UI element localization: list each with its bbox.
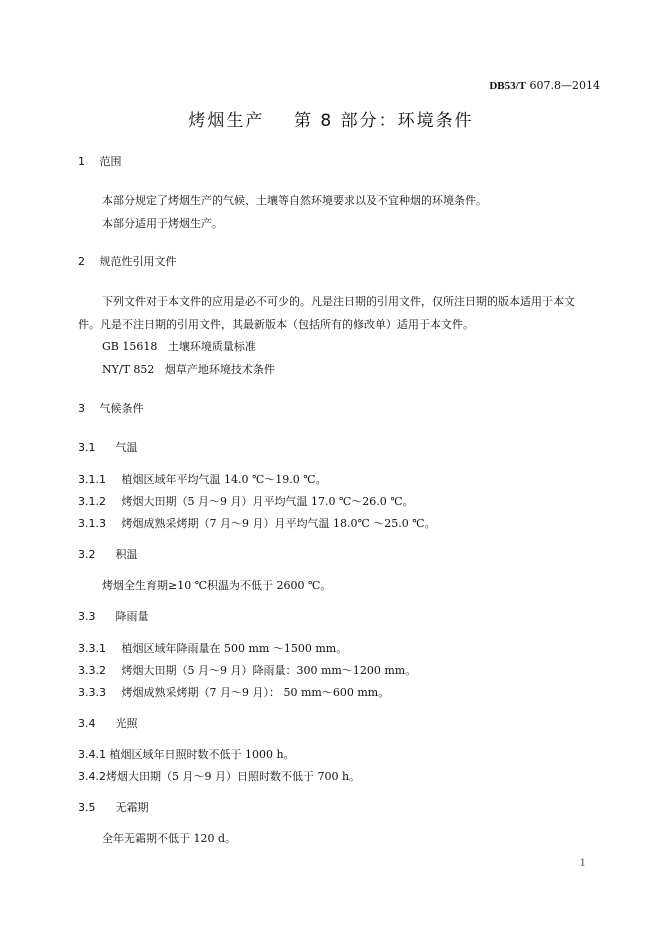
clause-text: 植烟区域年日照时数不低于 1000 h。	[109, 748, 295, 761]
section-1-heading	[78, 153, 122, 169]
clause-text: 植烟区域年平均气温 14.0 ℃～19.0 ℃。	[121, 473, 327, 486]
paragraph: 烤烟全生育期≥10 ℃积温为不低于 2600 ℃。	[102, 579, 332, 592]
clause-item	[78, 662, 416, 678]
section-number: 1	[78, 155, 85, 168]
paragraph: 全年无霜期不低于 120 d。	[102, 832, 237, 845]
clause-number: 3.4.2	[78, 770, 106, 783]
clause-number: 3.3.3	[78, 686, 106, 699]
subsection-3-4-heading	[78, 715, 138, 731]
section-2-heading	[78, 253, 177, 269]
clause-item	[78, 768, 360, 784]
subsection-3-2-heading	[78, 546, 138, 562]
reference-item: GB 15618 土壤环境质量标准	[102, 340, 256, 353]
clause-item	[78, 493, 414, 509]
section-3-heading	[78, 400, 144, 416]
clause-item	[78, 746, 295, 762]
section-title: 规范性引用文件	[99, 255, 177, 268]
section-title: 范围	[99, 155, 122, 168]
clause-text: 烤烟成熟采烤期（7 月～9 月）： 50 mm～600 mm。	[121, 686, 390, 699]
section-number: 3	[78, 402, 85, 415]
subsection-3-3-heading	[78, 608, 149, 624]
subsection-3-1-heading	[78, 439, 138, 455]
subsection-number: 3.1	[78, 441, 96, 454]
clause-item	[78, 515, 436, 531]
clause-number: 3.1.3	[78, 517, 106, 530]
clause-number: 3.3.1	[78, 642, 106, 655]
clause-item	[78, 640, 347, 656]
subsection-number: 3.4	[78, 717, 96, 730]
paragraph-line: 件。凡是不注日期的引用文件，其最新版本（包括所有的修改单）适用于本文件。	[78, 318, 474, 331]
clause-item	[78, 684, 389, 700]
clause-text: 烤烟大田期（5 月～9 月）日照时数不低于 700 h。	[106, 770, 361, 783]
paragraph: 本部分适用于烤烟生产。	[102, 217, 223, 230]
clause-number: 3.1.1	[78, 473, 106, 486]
page-number: 1	[579, 858, 586, 869]
clause-item	[78, 471, 327, 487]
clause-text: 烤烟大田期（5 月～9 月）月平均气温 17.0 ℃～26.0 ℃。	[121, 495, 414, 508]
document-title: 烤烟生产 第 8 部分：环境条件	[188, 111, 474, 131]
section-title: 气候条件	[99, 402, 144, 415]
reference-item: NY/T 852 烟草产地环境技术条件	[102, 363, 275, 376]
paragraph: 本部分规定了烤烟生产的气候、土壤等自然环境要求以及不宜种烟的环境条件。	[102, 194, 487, 207]
subsection-3-5-heading	[78, 799, 149, 815]
subsection-title: 积温	[115, 548, 138, 561]
subsection-title: 气温	[115, 441, 138, 454]
clause-text: 烤烟成熟采烤期（7 月～9 月）月平均气温 18.0℃ ～25.0 ℃。	[121, 517, 436, 530]
document-code	[489, 79, 600, 92]
subsection-number: 3.5	[78, 801, 96, 814]
section-number: 2	[78, 255, 85, 268]
clause-text: 烤烟大田期（5 月～9 月）降雨量：300 mm～1200 mm。	[121, 664, 417, 677]
clause-number: 3.4.1	[78, 748, 106, 761]
doc-code-number: 607.8—2014	[529, 79, 600, 92]
doc-code-prefix: DB53/T	[489, 80, 526, 92]
subsection-title: 光照	[115, 717, 138, 730]
paragraph-line: 下列文件对于本文件的应用是必不可少的。凡是注日期的引用文件，仅所注日期的版本适用于本文	[102, 295, 575, 308]
subsection-title: 降雨量	[115, 610, 149, 623]
subsection-number: 3.2	[78, 548, 96, 561]
clause-number: 3.3.2	[78, 664, 106, 677]
clause-text: 植烟区域年降雨量在 500 mm ～1500 mm。	[121, 642, 348, 655]
subsection-title: 无霜期	[115, 801, 149, 814]
subsection-number: 3.3	[78, 610, 96, 623]
clause-number: 3.1.2	[78, 495, 106, 508]
